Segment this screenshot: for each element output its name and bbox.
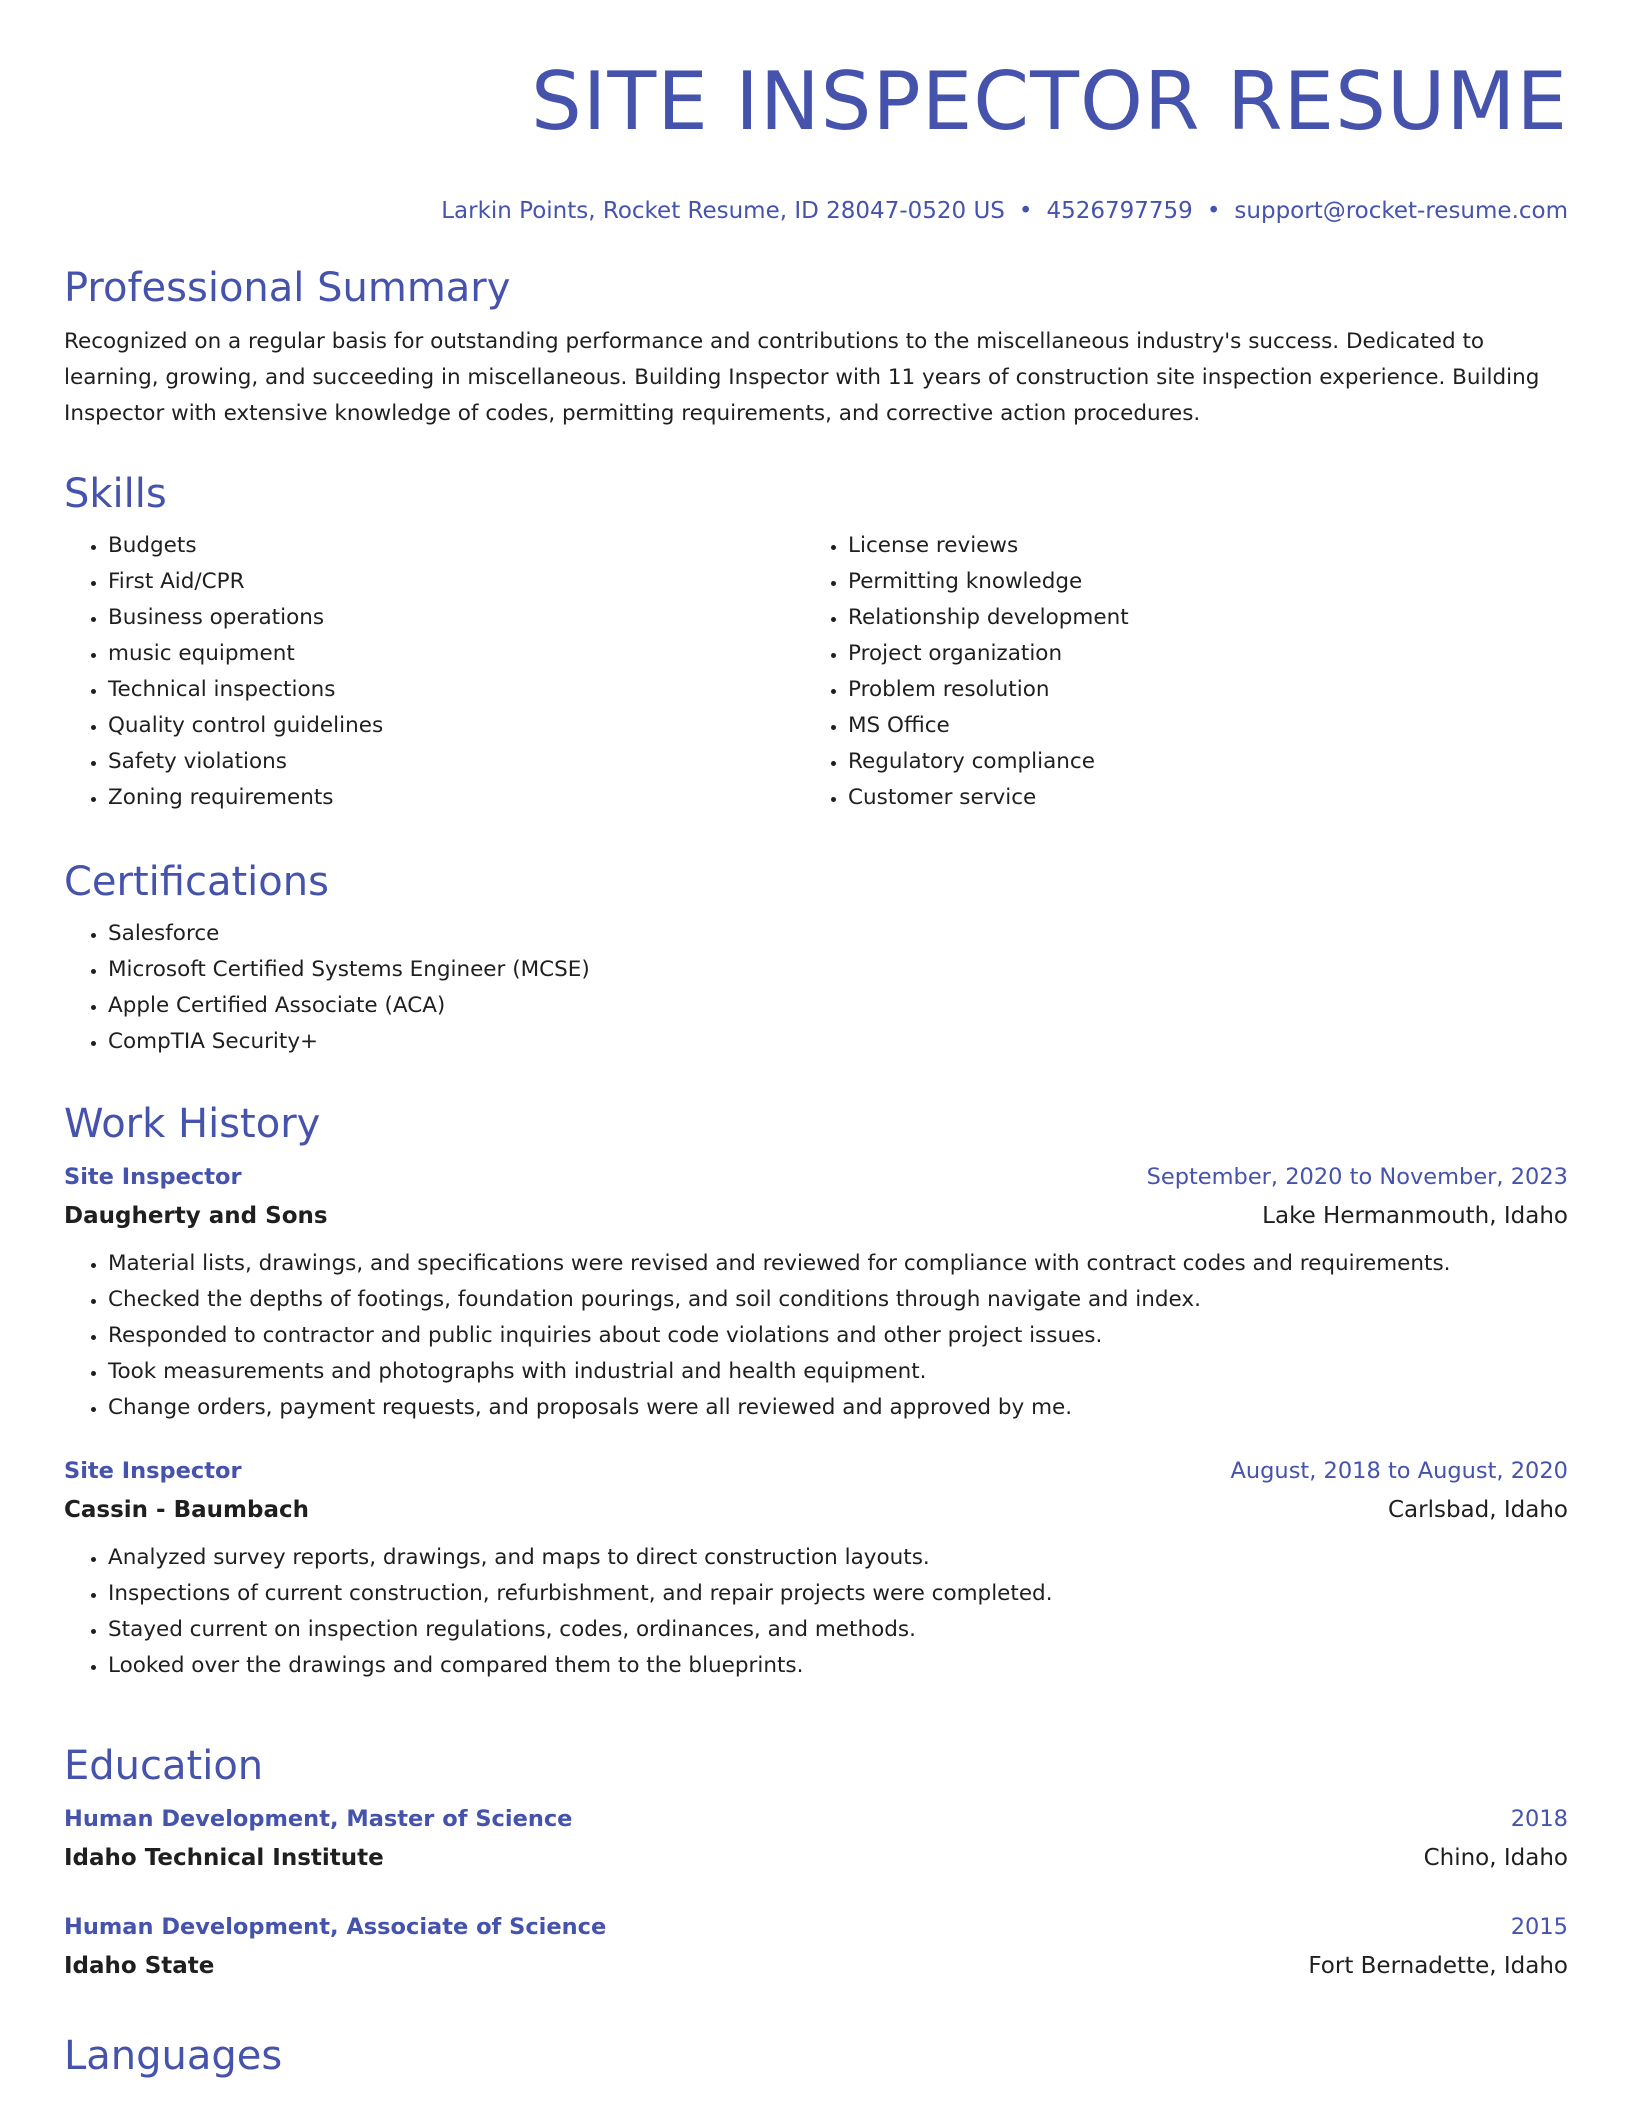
resume-title: SITE INSPECTOR RESUME	[531, 55, 1568, 148]
education-degree: Human Development, Master of Science	[64, 1806, 573, 1832]
education-subheader	[64, 1838, 1568, 1878]
skill-item: • Customer service	[848, 780, 1544, 816]
job-bullet: • Material lists, drawings, and specifications were revised and reviewed for compliance with contract codes and requirements.	[108, 1246, 1568, 1282]
job-bullet: • Analyzed survey reports, drawings, and maps to direct construction layouts.	[108, 1540, 1568, 1576]
education-header	[64, 1800, 1568, 1838]
job-bullet: • Took measurements and photographs with industrial and health equipment.	[108, 1354, 1568, 1390]
skill-item: • Zoning requirements	[108, 780, 804, 816]
skill-item: • Permitting knowledge	[848, 564, 1544, 600]
skill-item: • music equipment	[108, 636, 804, 672]
work-history-heading: Work History	[64, 1101, 321, 1147]
job-dates: August, 2018 to August, 2020	[1230, 1458, 1568, 1484]
education-location: Fort Bernadette, Idaho	[1308, 1953, 1568, 1979]
certification-item: • Microsoft Certified Systems Engineer (MCSE)	[108, 952, 1568, 988]
education-location: Chino, Idaho	[1423, 1845, 1568, 1871]
job-bullet: • Change orders, payment requests, and proposals were all reviewed and approved by me.	[108, 1390, 1568, 1426]
education-year: 2015	[1510, 1914, 1568, 1940]
contact-separator: •	[1018, 198, 1033, 224]
skills-right-column	[804, 528, 1544, 816]
summary-section	[64, 262, 1568, 432]
certification-item: • Salesforce	[108, 916, 1568, 952]
certification-item: • Apple Certified Associate (ACA)	[108, 988, 1568, 1024]
skill-item: • Technical inspections	[108, 672, 804, 708]
job-title: Site Inspector	[64, 1164, 242, 1190]
job-entry	[64, 1452, 1568, 1684]
education-section	[64, 1740, 1568, 1986]
education-header	[64, 1908, 1568, 1946]
languages-section	[64, 2030, 1568, 2082]
summary-text: Recognized on a regular basis for outstanding performance and contributions to the miscellaneous industry's success. Dedicated to learning, growing, and succeeding in miscellaneous. Building Inspector with 11 years of construction site inspection experience. Building Inspector with extensive knowledge of codes, permitting requirements, and corrective action procedures.	[64, 329, 1540, 426]
job-subheader	[64, 1196, 1568, 1236]
job-subheader	[64, 1490, 1568, 1530]
certifications-heading: Certifications	[64, 859, 329, 905]
skill-item: • Relationship development	[848, 600, 1544, 636]
job-header	[64, 1158, 1568, 1196]
job-location: Lake Hermanmouth, Idaho	[1262, 1203, 1568, 1229]
skill-item: • Safety violations	[108, 744, 804, 780]
job-location: Carlsbad, Idaho	[1387, 1497, 1568, 1523]
education-year: 2018	[1510, 1806, 1568, 1832]
skill-item: • Budgets	[108, 528, 804, 564]
skill-item: • License reviews	[848, 528, 1544, 564]
education-degree: Human Development, Associate of Science	[64, 1914, 607, 1940]
job-bullet: • Checked the depths of footings, foundation pourings, and soil conditions through navigate and index.	[108, 1282, 1568, 1318]
job-bullet: • Looked over the drawings and compared them to the blueprints.	[108, 1648, 1568, 1684]
job-header	[64, 1452, 1568, 1490]
certifications-section	[64, 856, 1568, 1060]
job-dates: September, 2020 to November, 2023	[1146, 1164, 1568, 1190]
skills-left-column	[64, 528, 804, 816]
job-title: Site Inspector	[64, 1458, 242, 1484]
contact-line	[64, 196, 1568, 226]
summary-heading: Professional Summary	[64, 265, 511, 311]
job-company: Cassin - Baumbach	[64, 1497, 309, 1523]
languages-heading: Languages	[64, 2033, 283, 2079]
contact-separator: •	[1206, 198, 1221, 224]
job-bullet: • Responded to contractor and public inquiries about code violations and other project issues.	[108, 1318, 1568, 1354]
skills-section	[64, 468, 1568, 816]
skill-item: • First Aid/CPR	[108, 564, 804, 600]
education-school: Idaho State	[64, 1953, 215, 1979]
skills-heading: Skills	[64, 471, 167, 517]
skill-item: • Quality control guidelines	[108, 708, 804, 744]
skill-item: • MS Office	[848, 708, 1544, 744]
skill-item: • Business operations	[108, 600, 804, 636]
certification-item: • CompTIA Security+	[108, 1024, 1568, 1060]
job-entry	[64, 1158, 1568, 1426]
education-subheader	[64, 1946, 1568, 1986]
contact-phone[interactable]: 4526797759	[1046, 198, 1193, 224]
contact-address: Larkin Points, Rocket Resume, ID 28047-0520 US	[441, 198, 1005, 224]
contact-email[interactable]: support@rocket-resume.com	[1234, 198, 1568, 224]
skill-item: • Problem resolution	[848, 672, 1544, 708]
skills-columns	[64, 528, 1568, 816]
education-heading: Education	[64, 1743, 264, 1789]
work-history-section	[64, 1098, 1568, 1684]
job-bullet: • Inspections of current construction, refurbishment, and repair projects were completed.	[108, 1576, 1568, 1612]
education-school: Idaho Technical Institute	[64, 1845, 384, 1871]
education-entry	[64, 1908, 1568, 1986]
skill-item: • Project organization	[848, 636, 1544, 672]
job-company: Daugherty and Sons	[64, 1203, 328, 1229]
education-entry	[64, 1800, 1568, 1878]
skill-item: • Regulatory compliance	[848, 744, 1544, 780]
job-bullet: • Stayed current on inspection regulations, codes, ordinances, and methods.	[108, 1612, 1568, 1648]
